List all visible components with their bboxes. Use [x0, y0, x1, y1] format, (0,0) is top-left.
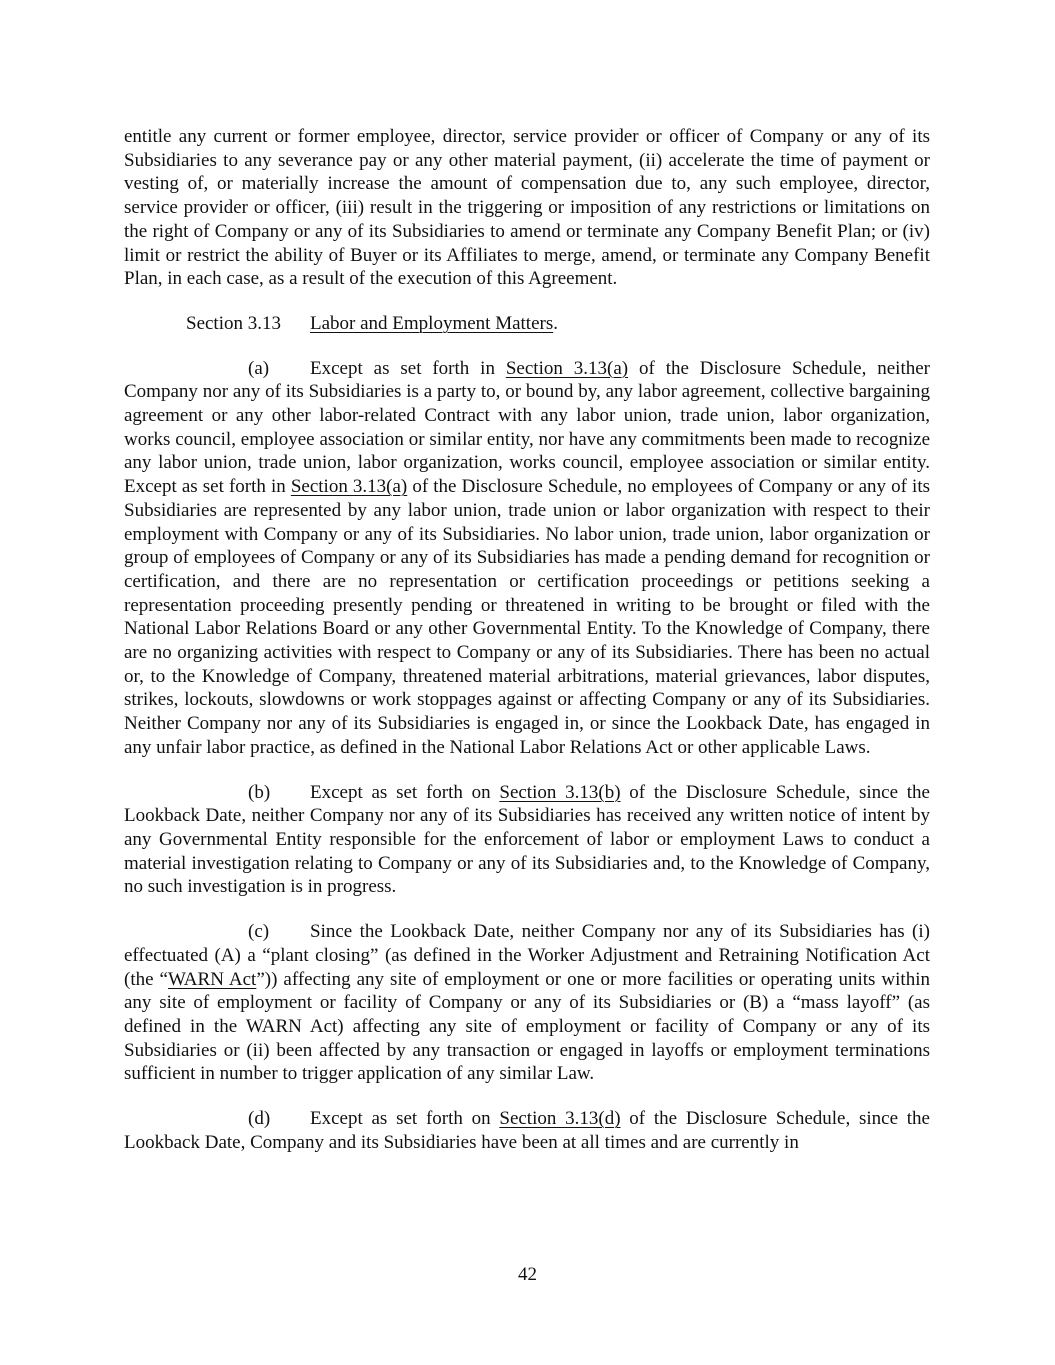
paragraph-c [124, 920, 930, 1086]
paragraph-d-text-1: Except as set forth on [310, 1108, 500, 1130]
page-number: 42 [518, 1264, 537, 1285]
paragraph-a-text-3: of the Disclosure Schedule, no employees of Company or any of its Subsidiaries are represented by any labor union, trade union or labor organization with respect to their employment with Company or any of its Subsidiaries. No labor union, trade union, labor organization or group of employees of Company or any of its Subsidiaries has made a pending demand for recognition or certification, and there are no representation or certification proceedings or petitions seeking a representation proceeding presently pending or threatened in writing to be brought or filed with the National Labor Relations Board or any other Governmental Entity. To the Knowledge of Company, there are no organizing activities with respect to Company or any of its Subsidiaries. There has been no actual or, to the Knowledge of Company, threatened material arbitrations, material grievances, labor disputes, strikes, lockouts, slowdowns or work stoppages against or affecting Company or any of its Subsidiaries. Neither Company nor any of its Subsidiaries is engaged in, or since the Lookback Date, has engaged in any unfair labor practice, as defined in the National Labor Relations Act or other applicable Laws. [124, 476, 931, 758]
section-3-13-a-reference: Section 3.13(a) [505, 357, 629, 379]
paragraph-a-label: (a) [248, 357, 270, 379]
paragraph-d [124, 1107, 930, 1154]
document-page [124, 125, 930, 1154]
section-title: Labor and Employment Matters [310, 312, 554, 334]
paragraph-b-text-1: Except as set forth on [310, 781, 500, 803]
section-3-13-d-reference: Section 3.13(d) [499, 1108, 621, 1130]
paragraph-b-text-2: of the Disclosure Schedule, since the Lookback Date, neither Company nor any of its Subsidiaries has received any written notice of intent by any Governmental Entity responsible for the enforcement of labor or employment Laws to conduct a material investigation relating to Company or any of its Subsidiaries and, to the Knowledge of Company, no such investigation is in progress. [124, 781, 930, 898]
section-3-13-a-reference-2: Section 3.13(a) [290, 476, 408, 498]
continuation-paragraph: entitle any current or former employee, director, service provider or officer of Company or any of its Subsidiaries to any severance pay or any other material payment, (ii) accelerate the time of payment or vesting of, or materially increase the amount of compensation due to, any such employee, director, service provider or officer, (iii) result in the triggering or imposition of any restrictions or limitations on the right of Company or any of its Subsidiaries to amend or terminate any Company Benefit Plan; or (iv) limit or restrict the ability of Buyer or its Affiliates to merge, amend, or terminate any Company Benefit Plan, in each case, as a result of the execution of this Agreement. [124, 126, 930, 290]
paragraph-c-text-1: Since the Lookback Date, neither Company nor any of its Subsidiaries has (i) effectuated (A) a “plant closing” (as defined in the Worker Adjustment and Retraining Notification Act (the “ [124, 921, 930, 990]
paragraph-d-text-2: of the Disclosure Schedule, since the Lookback Date, Company and its Subsidiaries have been at all times and are currently in [124, 1108, 930, 1153]
section-number: Section 3.13 [186, 312, 281, 334]
section-title-period: . [553, 312, 558, 334]
paragraph-c-label: (c) [248, 921, 270, 943]
paragraph-d-label: (d) [248, 1108, 271, 1130]
paragraph-b [124, 781, 930, 900]
paragraph-a-text-1: Except as set forth in [310, 357, 506, 379]
section-heading [124, 312, 930, 336]
paragraph-c-text-2: ”)) affecting any site of employment or one or more facilities or operating units within any site of employment or facility of Company or any of its Subsidiaries or (B) a “mass layoff” (as defined in the WARN Act) affecting any site of employment or facility of Company or any of its Subsidiaries or (ii) been affected by any transaction or engaged in layoffs or employment terminations sufficient in number to trigger application of any similar Law. [124, 968, 930, 1085]
warn-act-term: WARN Act [167, 968, 257, 990]
paragraph-b-label: (b) [248, 781, 271, 803]
section-3-13-b-reference: Section 3.13(b) [499, 781, 621, 803]
paragraph-a [124, 357, 930, 760]
paragraph-a-text-2: of the Disclosure Schedule, neither Company nor any of its Subsidiaries is a party to, or bound by, any labor agreement, collective bargaining agreement or any other labor-related Contract with any labor union, trade union, labor organization, works council, employee association or similar entity, nor have any commitments been made to recognize any labor union, trade union, labor organization, works council, employee association or similar entity. Except as set forth in [124, 357, 930, 498]
